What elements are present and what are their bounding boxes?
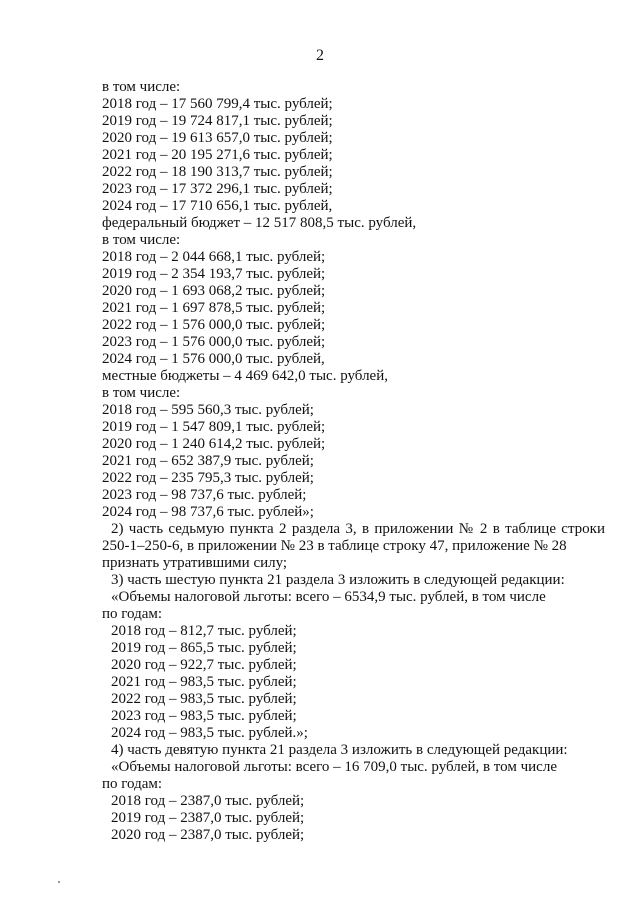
year-line: 2019 год – 19 724 817,1 тыс. рублей; — [102, 113, 333, 129]
year-line: 2019 год – 2387,0 тыс. рублей; — [111, 810, 305, 826]
year-line: 2020 год – 1 240 614,2 тыс. рублей; — [102, 436, 326, 452]
item-4-heading: 4) часть девятую пункта 21 раздела 3 изложить в следующей редакции: — [111, 742, 568, 758]
page-number: 2 — [316, 47, 324, 64]
item-2-paragraph: 2) часть седьмую пункта 2 раздела 3, в приложении № 2 в таблице строки 250-1–250-6, в приложении № 23 в таблице строку 47, приложение № 28 — [102, 521, 605, 554]
year-line: 2018 год – 812,7 тыс. рублей; — [111, 623, 297, 639]
year-line: 2022 год – 1 576 000,0 тыс. рублей; — [102, 317, 326, 333]
year-line: 2024 год – 1 576 000,0 тыс. рублей, — [102, 351, 325, 367]
document-body — [102, 79, 605, 844]
year-line: 2023 год – 17 372 296,1 тыс. рублей; — [102, 181, 333, 197]
item-3-heading: 3) часть шестую пункта 21 раздела 3 изложить в следующей редакции: — [111, 572, 565, 588]
year-line: 2019 год – 1 547 809,1 тыс. рублей; — [102, 419, 326, 435]
year-line: 2021 год – 652 387,9 тыс. рублей; — [102, 453, 314, 469]
item-3-quote: «Объемы налоговой льготы: всего – 6534,9 тыс. рублей, в том числе — [111, 589, 546, 605]
federal-budget-heading: федеральный бюджет – 12 517 808,5 тыс. рублей, — [102, 215, 417, 231]
year-line: 2024 год – 983,5 тыс. рублей.»; — [111, 725, 308, 741]
year-line: 2018 год – 2 044 668,1 тыс. рублей; — [102, 249, 326, 265]
year-line: 2020 год – 1 693 068,2 тыс. рублей; — [102, 283, 326, 299]
scan-speck — [58, 881, 60, 883]
item-2-paragraph-end: признать утратившими силу; — [102, 555, 288, 571]
intro-line: в том числе: — [102, 385, 181, 401]
year-line: 2020 год – 922,7 тыс. рублей; — [111, 657, 297, 673]
year-line: 2024 год – 98 737,6 тыс. рублей»; — [102, 504, 314, 520]
year-line: 2022 год – 983,5 тыс. рублей; — [111, 691, 297, 707]
year-line: 2019 год – 865,5 тыс. рублей; — [111, 640, 297, 656]
intro-line: в том числе: — [102, 232, 181, 248]
year-line: 2022 год – 235 795,3 тыс. рублей; — [102, 470, 314, 486]
year-line: 2020 год – 19 613 657,0 тыс. рублей; — [102, 130, 333, 146]
year-line: 2018 год – 2387,0 тыс. рублей; — [111, 793, 305, 809]
year-line: 2023 год – 983,5 тыс. рублей; — [111, 708, 297, 724]
year-line: 2018 год – 17 560 799,4 тыс. рублей; — [102, 96, 333, 112]
year-line: 2023 год – 1 576 000,0 тыс. рублей; — [102, 334, 326, 350]
intro-line: в том числе: — [102, 79, 181, 95]
year-line: 2021 год – 983,5 тыс. рублей; — [111, 674, 297, 690]
item-4-quote-end: по годам: — [102, 776, 163, 792]
item-3-quote-end: по годам: — [102, 606, 163, 622]
year-line: 2024 год – 17 710 656,1 тыс. рублей, — [102, 198, 333, 214]
year-line: 2018 год – 595 560,3 тыс. рублей; — [102, 402, 314, 418]
year-line: 2022 год – 18 190 313,7 тыс. рублей; — [102, 164, 333, 180]
item-4-quote: «Объемы налоговой льготы: всего – 16 709,0 тыс. рублей, в том числе — [111, 759, 557, 775]
year-line: 2019 год – 2 354 193,7 тыс. рублей; — [102, 266, 326, 282]
year-line: 2021 год – 20 195 271,6 тыс. рублей; — [102, 147, 333, 163]
year-line: 2020 год – 2387,0 тыс. рублей; — [111, 827, 305, 843]
local-budgets-heading: местные бюджеты – 4 469 642,0 тыс. рублей, — [102, 368, 388, 384]
year-line: 2021 год – 1 697 878,5 тыс. рублей; — [102, 300, 326, 316]
year-line: 2023 год – 98 737,6 тыс. рублей; — [102, 487, 307, 503]
